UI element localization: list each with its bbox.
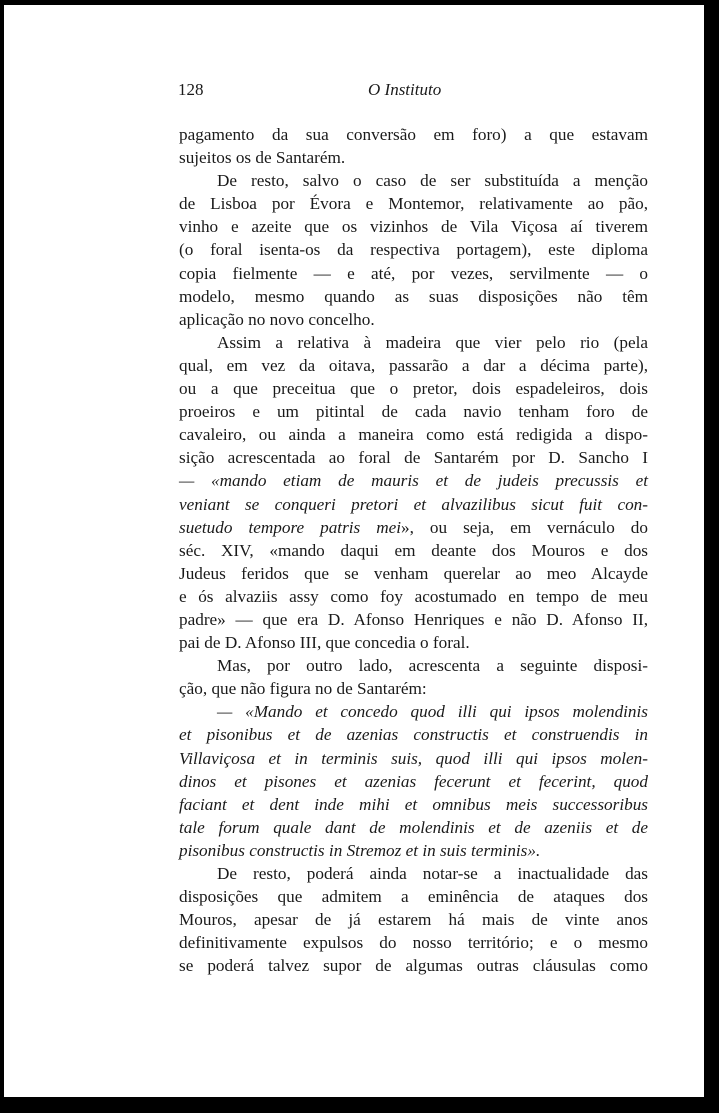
text-line: padre» — que era D. Afonso Henriques e não D. Afonso II, [179,609,648,629]
text-line: faciant et dent inde mihi et omnibus meis successoribus [179,794,648,814]
text-line: (o foral isenta-os da respectiva portagem), este diploma [179,240,648,260]
text-line: cavaleiro, ou ainda a maneira como está redigida a dispo- [179,425,648,445]
text-line: Judeus feridos que se venham querelar ao meo Alcayde [179,563,648,583]
text-line: qual, em vez da oitava, passarão a dar a décima parte), [179,355,648,375]
text-line: ou a que preceitua que o pretor, dois espadeleiros, dois [179,379,648,399]
text-line: ção, que não figura no de Santarém: [179,679,427,699]
text-line: et pisonibus et de azenias constructis et construendis in [179,725,648,745]
text-line: vinho e azeite que os vizinhos de Vila Viçosa aí tiverem [179,217,648,237]
text-line: definitivamente expulsos do nosso território; e o mesmo [179,933,648,953]
text-line: sujeitos os de Santarém. [179,148,346,168]
text-line: Assim a relativa à madeira que vier pelo rio (pela [217,332,648,352]
text-line: De resto, poderá ainda notar-se a inactualidade das [217,864,648,883]
text-line: De resto, salvo o caso de ser substituída a menção [217,171,648,191]
body-text [179,123,648,977]
text-line: disposições que admitem a eminência de ataques dos [179,887,648,907]
text-line: veniant se conqueri pretori et alvazilibus sicut fuit con- [179,494,648,514]
text-segment: », ou seja, em vernáculo do [401,517,648,537]
text-line: Villaviçosa et in terminis suis, quod illi qui ipsos molen- [179,748,648,768]
book-page [4,5,704,1097]
text-line: Mas, por outro lado, acrescenta a seguinte disposi- [217,656,648,676]
text-line: séc. XIV, «mando daqui em deante dos Mouros e dos [179,540,648,560]
text-line: e ós alvaziis assy como foy acostumado en tempo de meu [179,586,648,606]
latin-quote: suetudo tempore patris mei [179,517,402,537]
page-header [176,80,648,104]
page-number: 128 [178,80,204,99]
scan-border-right [704,0,719,1113]
text-line: aplicação no novo concelho. [179,309,375,329]
text-line [179,516,648,539]
text-line: proeiros e um pitintal de cada navio tenham foro de [179,402,648,422]
text-line: sição acrescentada ao foral de Santarém por D. Sancho I [179,448,648,468]
text-line: Mouros, apesar de já estarem há mais de vinte anos [179,910,648,930]
text-line: copia fielmente — e até, por vezes, servilmente — o [179,263,648,283]
text-line: — «Mando et concedo quod illi qui ipsos molendinis [217,702,648,722]
text-line: se poderá talvez supor de algumas outras cláusulas como [179,956,648,976]
text-line: pagamento da sua conversão em foro) a que estavam [179,125,648,144]
text-line: dinos et pisones et azenias fecerunt et fecerint, quod [179,771,648,791]
text-line: — «mando etiam de mauris et de judeis precussis et [179,471,648,491]
text-line: modelo, mesmo quando as suas disposições não têm [179,286,648,306]
text-line: pisonibus constructis in Stremoz et in suis terminis». [179,840,541,860]
scan-border-bottom [0,1097,719,1113]
running-title: O Instituto [368,80,442,99]
text-line: tale forum quale dant de molendinis et de azeniis et de [179,817,648,837]
text-line: pai de D. Afonso III, que concedia o foral. [179,633,470,653]
text-line: de Lisboa por Évora e Montemor, relativamente ao pão, [179,194,648,214]
